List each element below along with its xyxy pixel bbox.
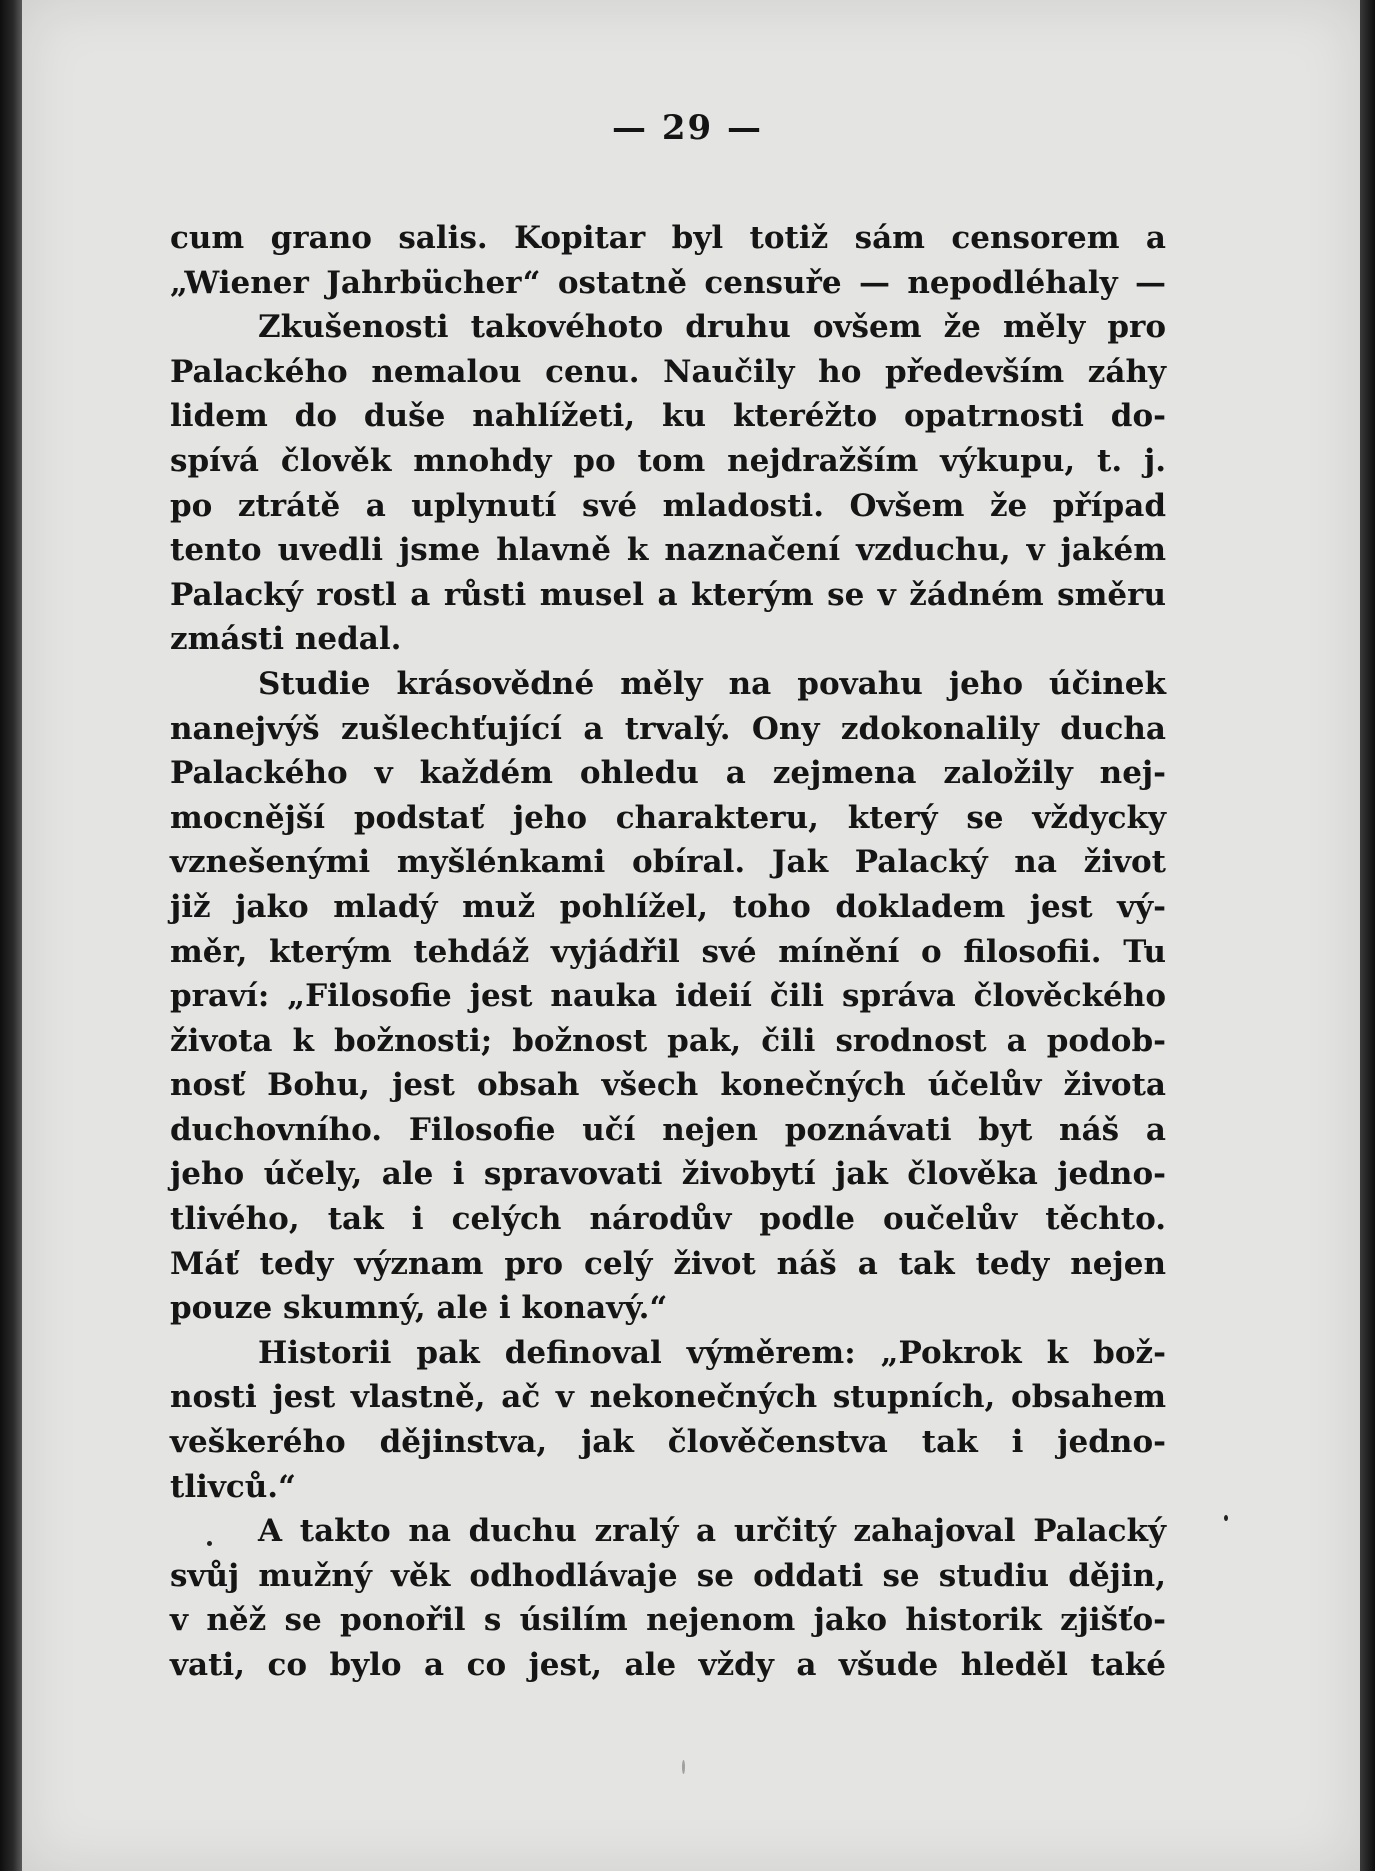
text-line: měr, kterým tehdáž vyjádřil své mínění o filosofii. Tu [170, 933, 1166, 970]
text-line: A takto na duchu zralý a určitý zahajoval Palacký [258, 1513, 1166, 1550]
text-line: Palacký rostl a růsti musel a kterým se v žádném směru [170, 576, 1166, 613]
text-line: nosť Bohu, jest obsah všech konečných účelův života [170, 1067, 1166, 1104]
text-line: života k božnosti; božnost pak, čili srodnost a podob- [170, 1022, 1166, 1059]
text-line: svůj mužný věk odhodlávaje se oddati se studiu dějin, [170, 1557, 1166, 1594]
text-line: Palackého v každém ohledu a zejmena založily nej- [170, 755, 1166, 792]
text-line: již jako mladý muž pohlížel, toho dokladem jest vý- [170, 888, 1166, 925]
text-line: tento uvedli jsme hlavně k naznačení vzduchu, v jakém [170, 532, 1166, 569]
text-line: duchovního. Filosofie učí nejen poznávati byt náš a [170, 1111, 1166, 1148]
text-line: praví: „Filosofie jest nauka ideií čili správa člověckého [170, 978, 1166, 1015]
text-line: Studie krásovědné měly na povahu jeho účinek [258, 665, 1166, 702]
text-line: jeho účely, ale i spravovati živobytí jak člověka jedno- [170, 1156, 1166, 1193]
text-line: Zkušenosti takovéhoto druhu ovšem že měly pro [258, 309, 1166, 346]
text-line: nosti jest vlastně, ač v nekonečných stupních, obsahem [170, 1379, 1166, 1416]
text-line: po ztrátě a uplynutí své mladosti. Ovšem že případ [170, 487, 1166, 524]
text-line: tlivého, tak i celých národův podle oučelův těchto. [170, 1201, 1166, 1238]
text-line: v něž se ponořil s úsilím nejenom jako historik zjišťo- [170, 1602, 1166, 1639]
print-speck [207, 1541, 212, 1546]
text-line: mocnější podstať jeho charakteru, který se vždycky [170, 799, 1166, 836]
text-line: vznešenými myšlénkami obíral. Jak Palacký na život [170, 844, 1166, 881]
page-edge-shadow [1360, 0, 1375, 1871]
text-line: Palackého nemalou cenu. Naučily ho především záhy [170, 353, 1166, 390]
text-line: tlivců.“ [170, 1468, 296, 1505]
body-text [170, 216, 1166, 1688]
text-line: zmásti nedal. [170, 621, 402, 658]
text-line: nanejvýš zušlechťující a trvalý. Ony zdokonalily ducha [170, 710, 1166, 747]
text-line: „Wiener Jahrbücher“ ostatně censuře — nepodléhaly — [170, 264, 1166, 301]
book-binding-shadow [0, 0, 22, 1871]
page-number: — 29 — [612, 108, 763, 148]
text-line: Historii pak definoval výměrem: „Pokrok k bož- [258, 1334, 1166, 1371]
text-line: veškerého dějinstva, jak člověčenstva tak i jedno- [170, 1424, 1166, 1461]
text-line: Máť tedy význam pro celý život náš a tak tedy nejen [170, 1245, 1166, 1282]
text-line: lidem do duše nahlížeti, ku kteréžto opatrnosti do- [170, 398, 1166, 435]
print-speck [682, 1760, 685, 1774]
text-line: cum grano salis. Kopitar byl totiž sám censorem a [170, 220, 1166, 256]
print-speck [1224, 1515, 1228, 1521]
text-line: vati, co bylo a co jest, ale vždy a všude hleděl také [170, 1647, 1166, 1683]
text-line: pouze skumný, ale i konavý.“ [170, 1290, 668, 1327]
text-line: spívá člověk mnohdy po tom nejdražším výkupu, t. j. [170, 442, 1166, 479]
